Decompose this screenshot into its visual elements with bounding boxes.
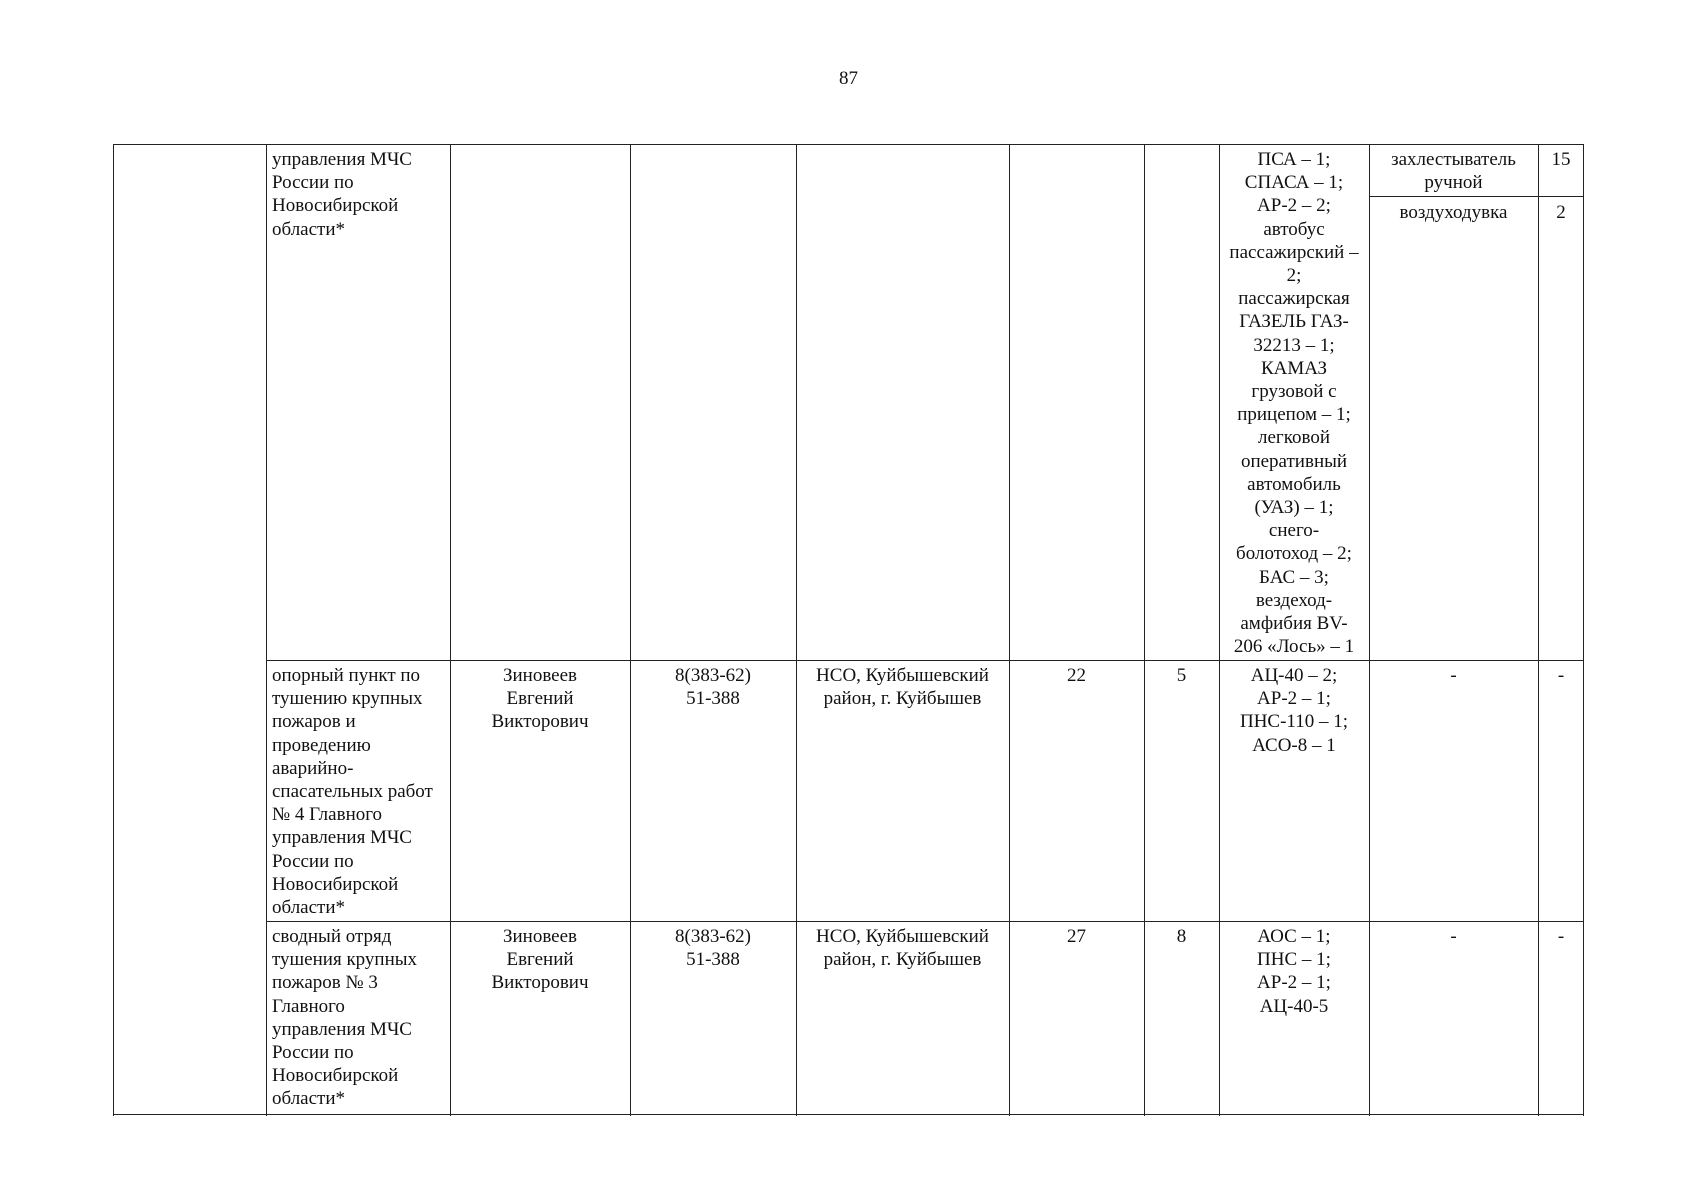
col-border-10: [1583, 144, 1584, 1116]
tool-subrow-divider: [1369, 196, 1584, 197]
resource-table: [113, 144, 1584, 1116]
col-border-6: [1144, 144, 1145, 1116]
table-top-border: [113, 144, 1584, 145]
row-divider-2: [266, 921, 1584, 922]
table-cell-tool-qty: 15: [1551, 149, 1571, 170]
col-border-0: [113, 144, 114, 1116]
table-cell-address: НСО, Куйбышевский район, г. Куйбышев: [816, 665, 989, 710]
table-cell-unit: опорный пункт по тушению крупных пожаров и проведению аварийно- спасательных работ № 4 Главного управления МЧС России по Новосибирской области*: [272, 665, 433, 919]
col-border-1: [266, 144, 267, 1116]
col-border-2: [450, 144, 451, 1116]
table-bottom-border: [113, 1114, 1584, 1115]
table-cell-unit: сводный отряд тушения крупных пожаров № 3 Главного управления МЧС России по Новосибирской области*: [272, 926, 418, 1110]
table-cell-phone: 8(383-62) 51-388: [675, 926, 751, 971]
table-cell-address: НСО, Куйбышевский район, г. Куйбышев: [816, 926, 989, 971]
col-border-4: [796, 144, 797, 1116]
table-cell-head: Зиновеев Евгений Викторович: [491, 665, 589, 733]
table-cell-tool-name: -: [1450, 926, 1457, 947]
col-border-9: [1538, 144, 1539, 1116]
table-cell-equipment: ПСА – 1; СПАСА – 1; АР-2 – 2; автобус пассажирский – 2; пассажирская ГАЗЕЛЬ ГАЗ- 32213 – 1; КАМАЗ грузовой с прицепом – 1; легковой оперативный автомобиль (УАЗ) – 1; снего- болотоход – 2; БАС – 3; вездеход- амфибия BV- 206 «Лось» – 1: [1229, 149, 1359, 658]
table-cell-equipment: АЦ-40 – 2; АР-2 – 1; ПНС-110 – 1; АСО-8 – 1: [1239, 665, 1349, 756]
table-cell-tool-qty: -: [1557, 665, 1565, 686]
col-border-8: [1369, 144, 1370, 1116]
table-cell-personnel: 8: [1176, 926, 1187, 947]
table-cell-equipment: АОС – 1; ПНС – 1; АР-2 – 1; АЦ-40-5: [1257, 926, 1331, 1017]
table-cell-head: Зиновеев Евгений Викторович: [491, 926, 589, 994]
table-cell-tool-qty: -: [1557, 926, 1565, 947]
table-cell-personnel: 5: [1176, 665, 1187, 686]
table-cell-tool-name: -: [1450, 665, 1457, 686]
col-border-5: [1009, 144, 1010, 1116]
page-number: 87: [839, 68, 858, 89]
table-cell-tool-name: воздуходувка: [1399, 202, 1508, 223]
table-cell-tool-qty: 2: [1556, 202, 1566, 223]
table-cell-staff: 27: [1067, 926, 1086, 947]
table-cell-tool-name: захлестыватель ручной: [1391, 149, 1516, 194]
table-cell-staff: 22: [1067, 665, 1086, 686]
col-border-3: [630, 144, 631, 1116]
table-cell-unit: управления МЧС России по Новосибирской области*: [272, 149, 412, 240]
row-divider-1: [266, 660, 1584, 661]
table-cell-phone: 8(383-62) 51-388: [675, 665, 751, 710]
col-border-7: [1219, 144, 1220, 1116]
